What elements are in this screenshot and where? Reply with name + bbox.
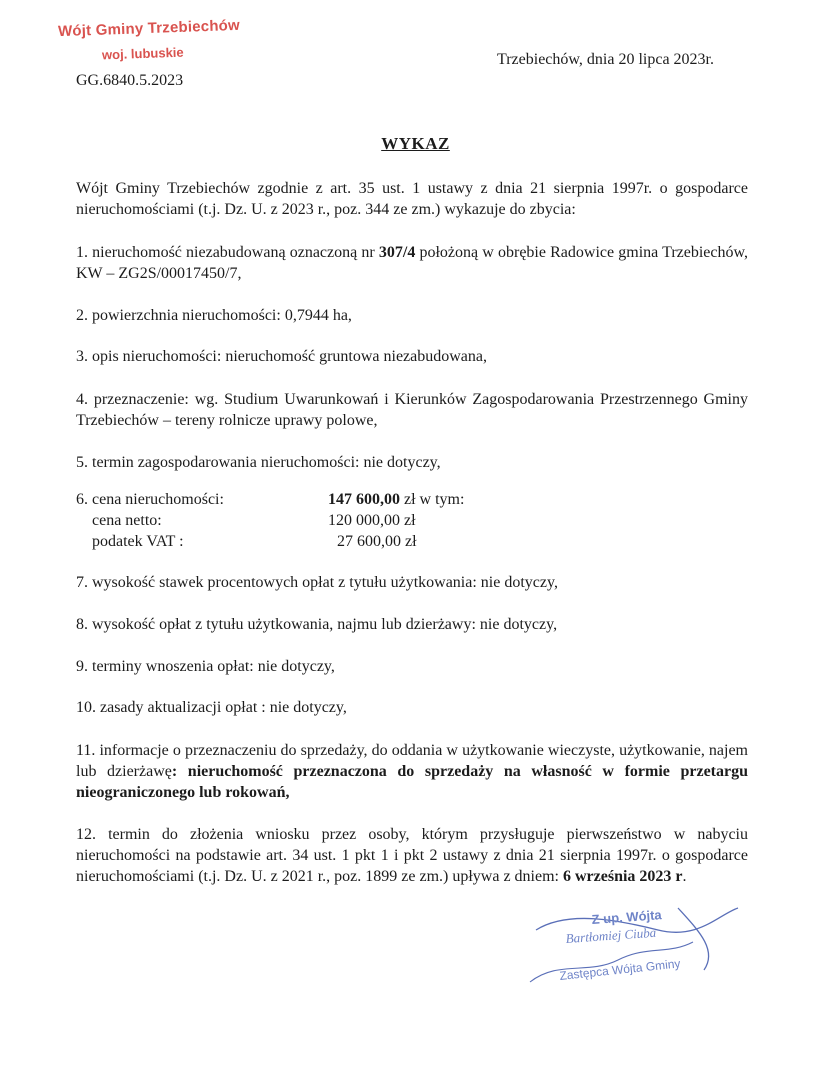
signature-scribble-2 — [678, 908, 709, 970]
item-1: 1. nieruchomość niezabudowaną oznaczoną nr 307/4 położoną w obrębie Radowice gmina Trzebiechów, KW – ZG2S/00017450/7, — [76, 244, 749, 282]
reference-number: GG.6840.5.2023 — [76, 72, 184, 89]
item-12: 12. termin do złożenia wniosku przez osoby, którym przysługuje pierwszeństwo w nabyciu nieruchomości na podstawie art. 34 ust. 1 pkt 1 i pkt 2 ustawy z dnia 21 sierpnia 1997r. o gospodarce nieruchomościami (t.j. Dz. U. z 2021 r., poz. 1899 ze zm.) upływa z dniem: 6 września 2023 r. — [76, 826, 748, 885]
intro-paragraph: Wójt Gminy Trzebiechów zgodnie z art. 35 ust. 1 ustawy z dnia 21 sierpnia 1997r. o gospodarce nieruchomościami (t.j. Dz. U. z 2023 r., poz. 344 ze zm.) wykazuje do zbycia: — [76, 180, 748, 218]
item-3: 3. opis nieruchomości: nieruchomość gruntowa niezabudowana, — [76, 348, 487, 365]
price-total: 147 600,00 zł w tym: — [328, 491, 465, 508]
place-date: Trzebiechów, dnia 20 lipca 2023r. — [497, 51, 714, 68]
item-10: 10. zasady aktualizacji opłat : nie dotyczy, — [76, 699, 347, 716]
item-11: 11. informacje o przeznaczeniu do sprzedaży, do oddania w użytkowanie wieczyste, użytkowanie, najem lub dzierżawę: nieruchomość przeznaczona do sprzedaży na własność w formie przetargu nieograniczonego lub rokowań, — [76, 742, 748, 801]
plot-number: 307/4 — [378, 244, 416, 261]
document-title: WYKAZ — [381, 134, 450, 153]
vat-label: podatek VAT : — [92, 533, 184, 550]
price-label: 6. cena nieruchomości: — [76, 491, 224, 508]
item-2: 2. powierzchnia nieruchomości: 0,7944 ha, — [76, 307, 352, 324]
net-price-label: cena netto: — [92, 512, 162, 529]
sale-form: : nieruchomość przeznaczona do sprzedaży na własność w formie przetargu nieograniczonego lub rokowań, — [76, 763, 748, 801]
signature-stamp-line2: Bartłomiej Ciuba — [565, 924, 657, 946]
item-9: 9. terminy wnoszenia opłat: nie dotyczy, — [76, 658, 335, 675]
item-4: 4. przeznaczenie: wg. Studium Uwarunkowań i Kierunków Zagospodarowania Przestrzennego Gminy Trzebiechów – tereny rolnicze uprawy polowe, — [76, 391, 748, 429]
item-8: 8. wysokość opłat z tytułu użytkowania, najmu lub dzierżawy: nie dotyczy, — [76, 616, 558, 633]
stamp-province: woj. lubuskie — [101, 44, 184, 63]
signature-stamp — [528, 900, 748, 1000]
vat-value: 27 600,00 zł — [337, 533, 417, 550]
item-5: 5. termin zagospodarowania nieruchomości: nie dotyczy, — [76, 454, 441, 471]
deadline-date: 6 września 2023 r — [562, 868, 683, 885]
stamp-office-name: Wójt Gminy Trzebiechów — [57, 16, 241, 41]
signature-stamp-line1: Z up. Wójta — [591, 907, 663, 927]
item-7: 7. wysokość stawek procentowych opłat z tytułu użytkowania: nie dotyczy, — [76, 574, 558, 591]
signature-stamp-line3: Zastępca Wójta Gminy — [558, 956, 682, 983]
net-price-value: 120 000,00 zł — [328, 512, 416, 529]
